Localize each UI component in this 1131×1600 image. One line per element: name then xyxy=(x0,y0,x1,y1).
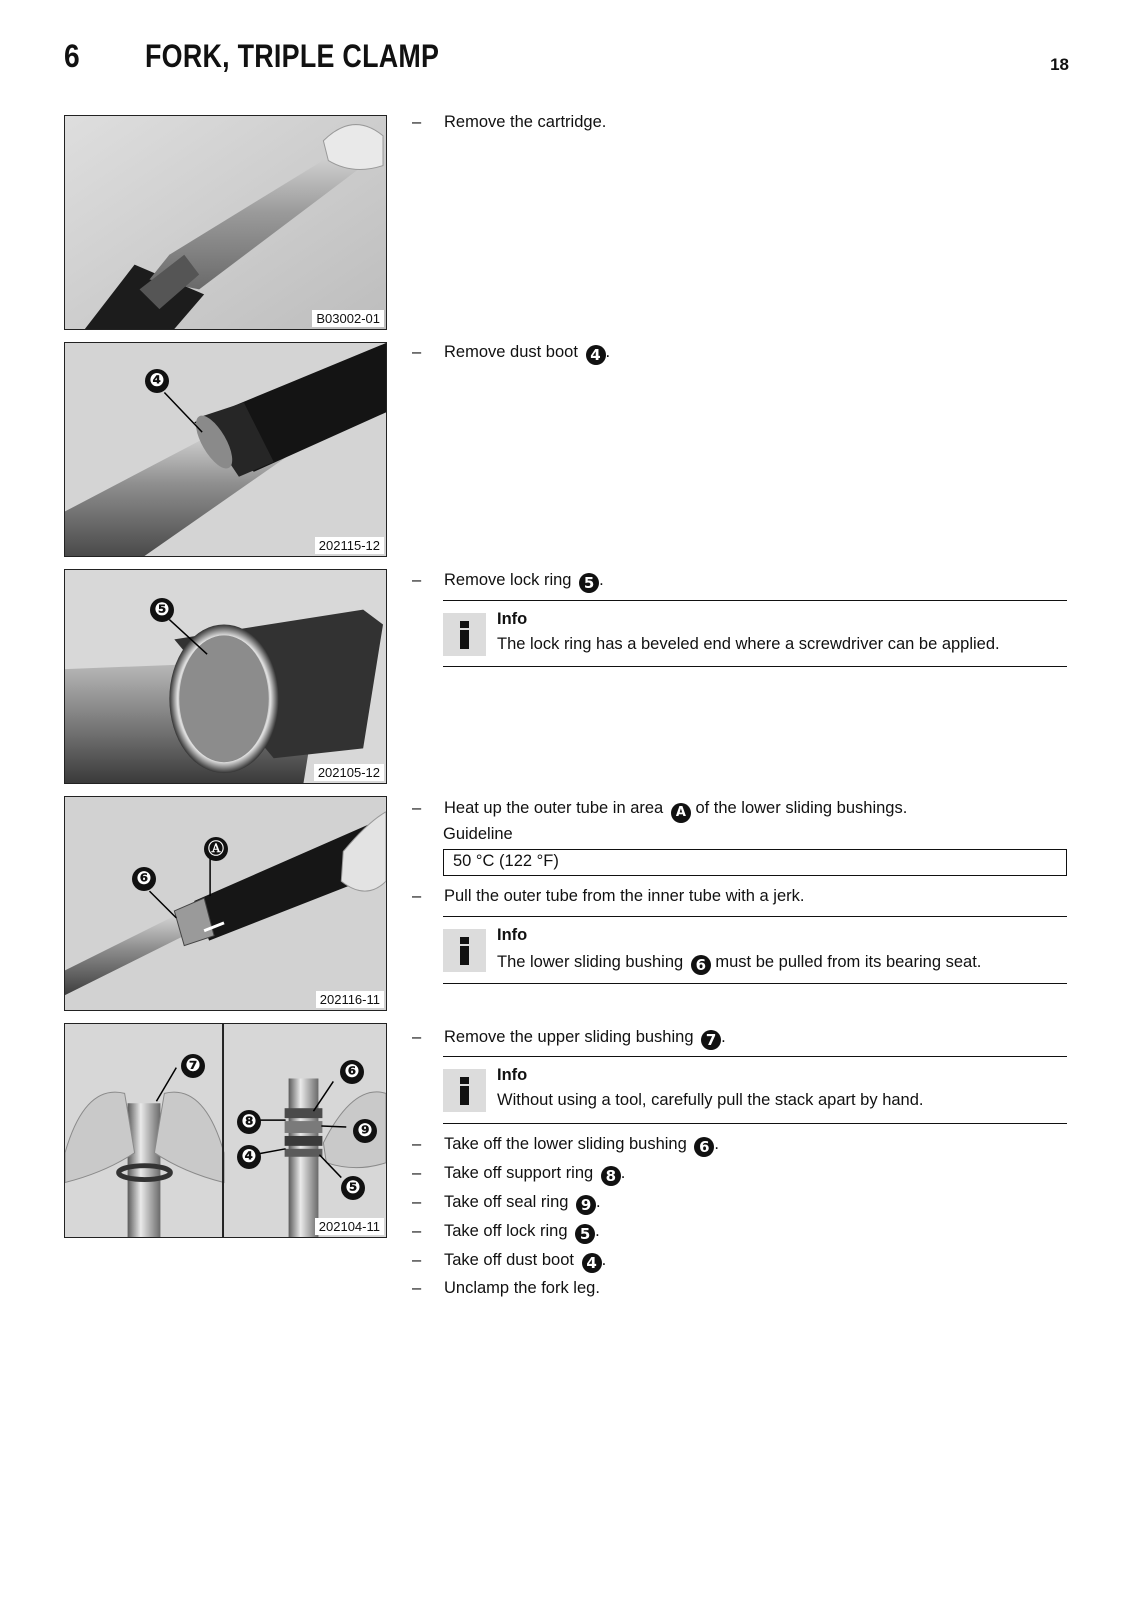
callout-lock-ring: ❺ xyxy=(338,1176,365,1200)
ref-number: 8 xyxy=(601,1166,621,1186)
guideline-label: Guideline xyxy=(443,825,513,843)
step-dash: – xyxy=(412,1251,422,1269)
ref-number: 9 xyxy=(576,1195,596,1215)
step-dash: – xyxy=(412,571,422,589)
bushing-stack-photo-illustration xyxy=(65,1024,386,1237)
step-dash: – xyxy=(412,1222,422,1240)
callout-support-ring: ❽ xyxy=(234,1110,261,1134)
guideline-value: 50 °C (122 °F) xyxy=(443,849,1067,876)
step-text: Remove the upper sliding bushing xyxy=(444,1028,694,1046)
step-text: Unclamp the fork leg. xyxy=(444,1279,600,1297)
ref-number: 7 xyxy=(701,1030,721,1050)
step-dash: – xyxy=(412,1028,422,1046)
step-dash: – xyxy=(412,1193,422,1211)
step-dash: – xyxy=(412,887,422,905)
photo-remove-cartridge xyxy=(64,115,387,330)
ref-number: 6 xyxy=(694,1137,714,1157)
ref-number: 6 xyxy=(691,955,711,975)
heat-tube-photo-illustration xyxy=(65,797,386,1010)
callout-seal-ring: ❾ xyxy=(350,1119,377,1143)
photo-heat-outer-tube xyxy=(64,796,387,1011)
lock-ring-photo-illustration xyxy=(65,570,386,783)
step-text: Take off seal ring xyxy=(444,1193,569,1211)
step-text: Remove the cartridge. xyxy=(444,113,607,131)
photo-lock-ring xyxy=(64,569,387,784)
ref-letter: A xyxy=(671,803,691,823)
info-label: Info xyxy=(497,610,528,628)
step-text: Take off the lower sliding bushing xyxy=(444,1135,687,1153)
photo-code: B03002-01 xyxy=(312,310,384,327)
info-label: Info xyxy=(497,1066,528,1084)
dust-boot-photo-illustration xyxy=(65,343,386,556)
step-dash: – xyxy=(412,1279,422,1297)
ref-number: 4 xyxy=(586,345,606,365)
photo-code: 202104-11 xyxy=(315,1218,384,1235)
photo-code: 202115-12 xyxy=(315,537,384,554)
info-text: Without using a tool, carefully pull the stack apart by hand. xyxy=(497,1091,924,1109)
step-dash: – xyxy=(412,1164,422,1182)
callout-area-a: Ⓐ xyxy=(201,837,228,861)
chapter-title: FORK, TRIPLE CLAMP xyxy=(145,38,440,74)
callout-upper-bushing: ❼ xyxy=(178,1054,205,1078)
info-text: The lower sliding bushing 6 must be pulled from its bearing seat. xyxy=(497,953,982,974)
step-dash: – xyxy=(412,113,422,131)
page-number: 18 xyxy=(1050,55,1069,74)
callout-dust-boot: ❹ xyxy=(142,369,169,393)
photo-dust-boot xyxy=(64,342,387,557)
step-text: Pull the outer tube from the inner tube with a jerk. xyxy=(444,887,805,905)
info-box-pull-stack xyxy=(443,1056,1067,1124)
step-dash: – xyxy=(412,1135,422,1153)
chapter-number: 6 xyxy=(64,38,80,74)
step-text: Heat up the outer tube in area xyxy=(444,799,664,817)
step-text: Take off dust boot xyxy=(444,1251,574,1269)
ref-number: 4 xyxy=(582,1253,602,1273)
callout-dust-boot: ❹ xyxy=(234,1145,261,1169)
photo-bushing-stack xyxy=(64,1023,387,1238)
info-box-lower-bushing xyxy=(443,916,1067,984)
cartridge-photo-illustration xyxy=(65,116,386,329)
step-dash: – xyxy=(412,799,422,817)
step-text: Remove lock ring xyxy=(444,571,572,589)
callout-lock-ring: ❺ xyxy=(147,598,174,622)
step-text: Take off lock ring xyxy=(444,1222,568,1240)
info-icon xyxy=(443,1069,486,1112)
step-dash: – xyxy=(412,343,422,361)
photo-code: 202116-11 xyxy=(316,991,384,1008)
info-text: The lock ring has a beveled end where a screwdriver can be applied. xyxy=(497,635,1000,653)
ref-number: 5 xyxy=(575,1224,595,1244)
info-icon xyxy=(443,929,486,972)
callout-lower-bushing: ❻ xyxy=(129,867,156,891)
step-text: Remove dust boot xyxy=(444,343,578,361)
info-label: Info xyxy=(497,926,528,944)
step-text: Take off support ring xyxy=(444,1164,594,1182)
info-icon xyxy=(443,613,486,656)
ref-number: 5 xyxy=(579,573,599,593)
info-box-lock-ring xyxy=(443,600,1067,667)
photo-code: 202105-12 xyxy=(314,764,384,781)
callout-lower-bushing: ❻ xyxy=(337,1060,364,1084)
